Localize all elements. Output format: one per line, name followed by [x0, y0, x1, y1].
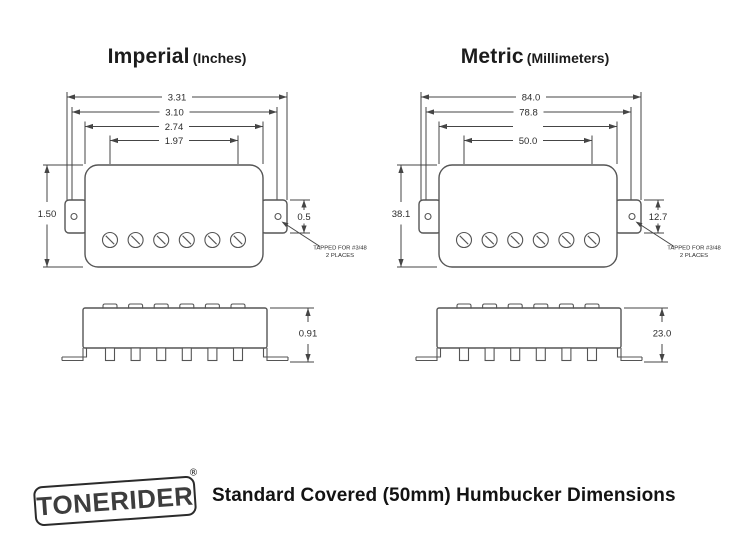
metric-pickup-body — [439, 165, 617, 267]
metric-right-mounting-ear — [615, 200, 641, 233]
imperial-ear-height-label: 0.5 — [297, 212, 311, 223]
metric-pickup-side-view — [416, 304, 642, 360]
imperial-pickup-top-view — [65, 165, 287, 267]
metric-dim-ear-height — [644, 200, 667, 233]
metric-hole-spacing-label: 78.8 — [519, 107, 538, 119]
metric-left-mounting-leg — [416, 348, 441, 361]
imperial-dim-total-width — [67, 92, 287, 103]
metric-side-body — [437, 308, 621, 348]
imperial-left-ear-hole — [71, 214, 77, 220]
metric-dim-depth — [624, 308, 671, 362]
imperial-side-pole-stubs — [106, 348, 243, 361]
imperial-dim-depth — [270, 308, 317, 362]
imperial-pickup-side-view — [62, 304, 288, 360]
imperial-body-width-label: 2.74 — [164, 121, 184, 133]
imperial-left-mounting-leg — [62, 348, 87, 361]
imperial-pickup-body — [85, 165, 263, 267]
metric-dim-body-width — [439, 124, 617, 129]
imperial-hole-spacing-label: 3.10 — [165, 107, 184, 119]
metric-left-ear-hole — [425, 214, 431, 220]
metric-ear-height-label: 12.7 — [648, 212, 668, 223]
metric-tapped-note-line1: TAPPED FOR #3/48 — [667, 245, 721, 252]
imperial-tapped-note-line1: TAPPED FOR #3/48 — [313, 245, 367, 252]
metric-depth-label: 23.0 — [652, 328, 672, 340]
imperial-right-mounting-ear — [261, 200, 287, 233]
imperial-right-mounting-leg — [264, 348, 289, 361]
metric-right-ear-hole — [629, 214, 635, 220]
metric-side-pole-stubs — [460, 348, 597, 361]
metric-subtitle-text: (Millimeters) — [526, 50, 610, 66]
imperial-dim-body-width — [85, 122, 263, 133]
metric-height-label: 38.1 — [391, 208, 411, 220]
imperial-tapped-note-line2: 2 PLACES — [325, 253, 355, 259]
imperial-side-body — [83, 308, 267, 348]
metric-title-text: Metric — [460, 45, 524, 68]
metric-dim-pole-spacing — [464, 136, 592, 147]
metric-drawing — [392, 92, 722, 362]
imperial-dim-ear-height — [290, 200, 311, 233]
imperial-depth-label: 0.91 — [298, 328, 318, 340]
imperial-right-ear-hole — [275, 214, 281, 220]
tonerider-logo — [33, 467, 198, 526]
imperial-total-width-label: 3.31 — [167, 92, 187, 104]
metric-tapped-note — [636, 222, 722, 260]
imperial-tapped-note — [282, 222, 368, 260]
imperial-dim-hole-spacing — [72, 107, 277, 118]
metric-dim-hole-spacing — [426, 107, 631, 118]
imperial-height-label: 1.50 — [37, 208, 57, 220]
metric-pickup-top-view — [419, 165, 641, 267]
metric-total-width-label: 84.0 — [521, 92, 541, 104]
metric-pole-spacing-label: 50.0 — [518, 135, 538, 147]
imperial-title-text: Imperial — [107, 45, 190, 68]
metric-dim-total-width — [421, 92, 641, 103]
tonerider-logo-text: TONERIDER — [35, 480, 195, 521]
imperial-drawing — [38, 92, 368, 362]
metric-right-mounting-leg — [618, 348, 643, 361]
registered-trademark-icon: ® — [189, 467, 198, 479]
imperial-subtitle-text: (Inches) — [192, 50, 247, 66]
diagram-caption: Standard Covered (50mm) Humbucker Dimensions — [212, 485, 676, 506]
metric-tapped-note-line2: 2 PLACES — [679, 253, 709, 259]
imperial-pole-spacing-label: 1.97 — [164, 135, 184, 147]
imperial-dim-pole-spacing — [110, 136, 238, 147]
